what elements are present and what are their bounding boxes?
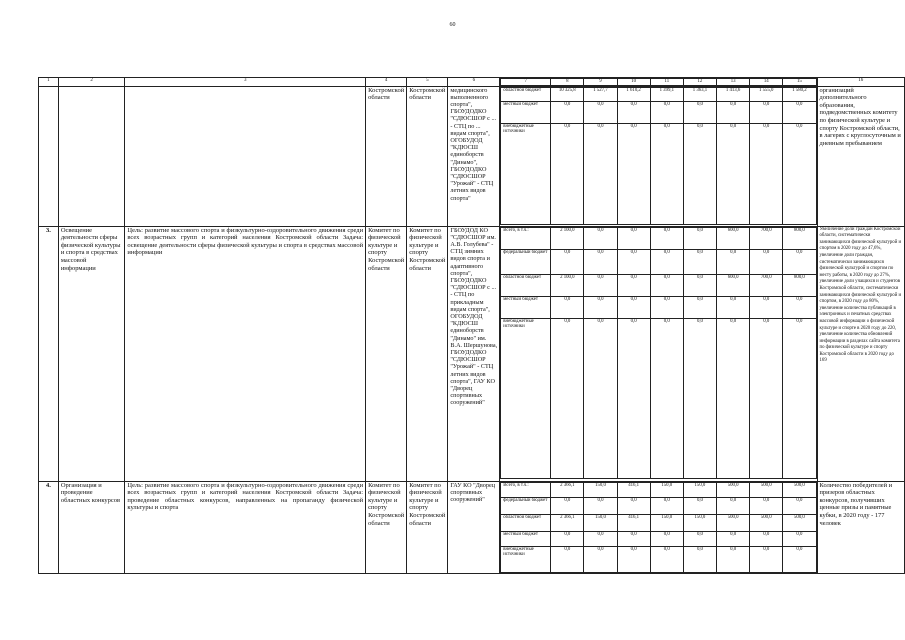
funding-value: 0,0 xyxy=(617,123,650,224)
header-cell: 11 xyxy=(650,79,683,86)
funding-row xyxy=(501,514,816,531)
header-cell: 9 xyxy=(584,79,617,86)
funding-value: 2 366,1 xyxy=(551,514,584,531)
funding-value: 500,0 xyxy=(750,514,783,531)
funding-value: 0,0 xyxy=(783,249,816,274)
funding-value: 1 555,0 xyxy=(750,87,783,101)
funding-value: 0,0 xyxy=(617,546,650,572)
funding-row xyxy=(501,318,816,478)
funding-value: 0,0 xyxy=(717,318,750,478)
funding-source: внебюджетные источники xyxy=(501,546,551,572)
funding-value: 0,0 xyxy=(650,123,683,224)
expected-result: Количество победителей и призеров областных конкурсов, получивших ценные призы и памятные кубки, в 2020 году - 177 человек xyxy=(817,481,904,573)
funding-row xyxy=(501,274,816,296)
funding-value: 150,0 xyxy=(683,514,716,531)
funding-row xyxy=(501,482,816,497)
funding-source: областной бюджет xyxy=(501,87,551,101)
funding-value: 0,0 xyxy=(783,531,816,546)
header-cell: 12 xyxy=(683,79,716,86)
table-row xyxy=(39,86,905,226)
page-number: 60 xyxy=(449,22,456,28)
funding-row xyxy=(501,123,816,224)
funding-cell xyxy=(500,86,817,226)
expected-result: Увеличение доли граждан Костромской области, систематически занимающихся физической культурой и спортом в 2020 году до 47,6%, увеличение доли граждан, систематически занимающихся физической культурой и спортом по месту работы, в 2020 году до 27%, увеличение доли учащихся и студентов Костромской области, систематически занимающихся физической культурой и спортом, в 2020 году до 80%, увеличение количества публикаций в электронных и печатных средствах массовой информации о физической культуре и спорте в 2020 году до 220, увеличение количества обновлений информации в разделах сайта комитета по физической культуре и спорту Костромской области в 2020 году до 169 xyxy=(817,226,904,481)
funding-value: 0,0 xyxy=(584,546,617,572)
funding-value: 0,0 xyxy=(650,249,683,274)
funding-value: 1 527,7 xyxy=(584,87,617,101)
funding-value: 0,0 xyxy=(617,318,650,478)
funding-value: 0,0 xyxy=(584,497,617,514)
funding-value: 0,0 xyxy=(650,274,683,296)
funding-value: 0,0 xyxy=(683,123,716,224)
funding-value: 0,0 xyxy=(783,296,816,318)
funding-value: 0,0 xyxy=(551,296,584,318)
funding-value: 0,0 xyxy=(617,296,650,318)
funding-value: 0,0 xyxy=(750,249,783,274)
funding-value: 0,0 xyxy=(650,531,683,546)
funding-value: 0,0 xyxy=(683,318,716,478)
funding-value: 1 580,2 xyxy=(783,87,816,101)
funding-row xyxy=(501,296,816,318)
funding-value: 0,0 xyxy=(750,296,783,318)
header-cell: 8 xyxy=(551,79,584,86)
funding-source: местный бюджет xyxy=(501,296,551,318)
goal-task: Цель: развитие массового спорта и физкультурно-оздоровительного движения среди всех возрастных групп и категорий населения Костромской области Задача: освещение деятельности сферы физической культуры и спорта в средствах массовой информации xyxy=(125,226,366,481)
funding-value: 0,0 xyxy=(717,497,750,514)
funding-value: 500,0 xyxy=(750,482,783,497)
funding-source: областной бюджет xyxy=(501,514,551,531)
funding-value: 0,0 xyxy=(783,318,816,478)
header-cell: 3 xyxy=(125,78,366,87)
funding-value: 0,0 xyxy=(584,274,617,296)
funding-value: 150,0 xyxy=(683,482,716,497)
funding-value: 0,0 xyxy=(683,101,716,123)
funding-value: 0,0 xyxy=(650,227,683,249)
funding-source: федеральный бюджет xyxy=(501,249,551,274)
funding-value: 0,0 xyxy=(683,546,716,572)
funding-value: 0,0 xyxy=(717,296,750,318)
header-cell-group xyxy=(500,78,817,87)
funding-source: внебюджетные источники xyxy=(501,123,551,224)
header-cell: 13 xyxy=(717,79,750,86)
funding-value: 0,0 xyxy=(783,497,816,514)
funding-value: 600,0 xyxy=(717,274,750,296)
coexecutor-cell: Комитет по физической культуре и спорту Костромской области xyxy=(407,226,448,481)
header-cell: 15 xyxy=(783,79,816,86)
funding-value: 0,0 xyxy=(683,296,716,318)
header-cell: 5 xyxy=(407,78,448,87)
funding-value: 0,0 xyxy=(683,249,716,274)
header-cell: 10 xyxy=(617,79,650,86)
funding-value: 0,0 xyxy=(750,123,783,224)
funding-value: 700,0 xyxy=(750,274,783,296)
coexecutor-cell: Костромской области xyxy=(407,86,448,226)
funding-value: 0,0 xyxy=(683,497,716,514)
header-cell: 1 xyxy=(39,78,59,87)
header-row xyxy=(39,78,905,87)
funding-value: 2 100,0 xyxy=(551,274,584,296)
funding-value: 0,0 xyxy=(750,318,783,478)
funding-value: 10 325,8 xyxy=(551,87,584,101)
funding-value: 0,0 xyxy=(717,531,750,546)
funding-source: Всего, в т.ч.: xyxy=(501,482,551,497)
funding-row xyxy=(501,87,816,101)
funding-value: 0,0 xyxy=(750,546,783,572)
funding-value: 0,0 xyxy=(551,531,584,546)
funding-value: 2 366,1 xyxy=(551,482,584,497)
funding-value: 0,0 xyxy=(584,123,617,224)
row-number: 4. xyxy=(39,481,59,573)
funding-value: 0,0 xyxy=(584,296,617,318)
funding-value: 0,0 xyxy=(617,497,650,514)
funding-value: 500,0 xyxy=(717,482,750,497)
funding-value: 0,0 xyxy=(650,296,683,318)
funding-value: 0,0 xyxy=(551,249,584,274)
funding-row xyxy=(501,531,816,546)
row-number: 3. xyxy=(39,226,59,481)
funding-value: 800,0 xyxy=(783,274,816,296)
funding-value: 1 363,1 xyxy=(683,87,716,101)
funding-value: 0,0 xyxy=(750,497,783,514)
header-cell: 7 xyxy=(501,79,551,86)
activity-name: Организация и проведение областных конкурсов xyxy=(58,481,125,573)
funding-value: 700,0 xyxy=(750,227,783,249)
funding-value: 0,0 xyxy=(551,123,584,224)
program-table xyxy=(38,77,905,574)
funding-value: 0,0 xyxy=(551,101,584,123)
expected-result: организаций дополнительного образования, подведомственных комитету по физической культуре и спорту Костромской области, в лагерях с круглосуточным и дневным пребыванием xyxy=(817,86,904,226)
funding-value: 150,0 xyxy=(584,514,617,531)
funding-value: 0,0 xyxy=(617,101,650,123)
funding-value: 0,0 xyxy=(617,249,650,274)
executor-cell: Костромской области xyxy=(366,86,407,226)
funding-value: 0,0 xyxy=(650,318,683,478)
funding-value: 0,0 xyxy=(584,318,617,478)
participants-cell: ГБОУДОД КО "СДЮСШОР им. А.В. Голубева" - СТЦ зимних видов спорта и адаптивного спорта", ГБОУДОДКО "СДЮСШОР с ... - СТЦ по прикладным видам спорта", ОГОБУДОД "КДЮСШ единоборств "Динамо" им. В.А. Шершунова, ГБОУДОДКО "СДЮСШОР "Урожай" - СТЦ летних видов спорта", ГАУ КО "Дворец спортивных сооружений" xyxy=(448,226,500,481)
table-row xyxy=(39,226,905,481)
funding-source: местный бюджет xyxy=(501,101,551,123)
header-cell: 2 xyxy=(58,78,125,87)
funding-value: 0,0 xyxy=(650,546,683,572)
executor-cell: Комитет по физической культуре и спорту Костромской области xyxy=(366,481,407,573)
coexecutor-cell: Комитет по физической культуре и спорту Костромской области xyxy=(407,481,448,573)
funding-value: 0,0 xyxy=(584,249,617,274)
funding-value: 416,1 xyxy=(617,482,650,497)
funding-value: 1 610,2 xyxy=(617,87,650,101)
funding-value: 0,0 xyxy=(717,101,750,123)
funding-value: 0,0 xyxy=(551,497,584,514)
funding-cell xyxy=(500,481,817,573)
funding-value: 0,0 xyxy=(650,497,683,514)
funding-value: 0,0 xyxy=(683,531,716,546)
header-cell: 6 xyxy=(448,78,500,87)
funding-value: 1 413,6 xyxy=(717,87,750,101)
funding-value: 0,0 xyxy=(750,531,783,546)
funding-source: внебюджетные источники xyxy=(501,318,551,478)
goal-task: Цель: развитие массового спорта и физкультурно-оздоровительного движения среди всех возрастных групп и категорий населения Костромской области Задача: проведение областных конкурсов, направленных на пропаганду физической культуры и спорта xyxy=(125,481,366,573)
funding-value: 0,0 xyxy=(683,227,716,249)
funding-value: 416,1 xyxy=(617,514,650,531)
funding-row xyxy=(501,249,816,274)
funding-value: 150,0 xyxy=(650,514,683,531)
funding-value: 0,0 xyxy=(584,531,617,546)
funding-value: 0,0 xyxy=(717,546,750,572)
funding-value: 500,0 xyxy=(717,514,750,531)
funding-source: Всего, в т.ч.: xyxy=(501,227,551,249)
header-cell: 16 xyxy=(817,78,904,87)
funding-row xyxy=(501,546,816,572)
participants-cell: медицинского выполненного спорта", ГБОУДОДКО "СДЮСШОР с ... - СТЦ по ... видам спорта", ОГОБУДОД "КДЮСШ единоборств "Динамо", ГБОУДОДКО "СДЮСШОР "Урожай" - СТЦ летних видов спорта" xyxy=(448,86,500,226)
funding-value: 0,0 xyxy=(551,546,584,572)
funding-source: федеральный бюджет xyxy=(501,497,551,514)
funding-value: 800,0 xyxy=(783,227,816,249)
funding-value: 0,0 xyxy=(650,101,683,123)
funding-value: 150,0 xyxy=(584,482,617,497)
funding-row xyxy=(501,101,816,123)
funding-row xyxy=(501,227,816,249)
funding-value: 0,0 xyxy=(617,531,650,546)
executor-cell: Комитет по физической культуре и спорту Костромской области xyxy=(366,226,407,481)
participants-cell: ГАУ КО "Дворец спортивных сооружений" xyxy=(448,481,500,573)
funding-value: 2 100,0 xyxy=(551,227,584,249)
header-cell: 4 xyxy=(366,78,407,87)
funding-source: областной бюджет xyxy=(501,274,551,296)
table-row xyxy=(39,481,905,573)
funding-value: 0,0 xyxy=(584,227,617,249)
funding-value: 150,0 xyxy=(650,482,683,497)
funding-value: 0,0 xyxy=(683,274,716,296)
funding-value: 0,0 xyxy=(750,101,783,123)
activity-name: Освещение деятельности сферы физической культуры и спорта в средствах массовой информации xyxy=(58,226,125,481)
funding-value: 0,0 xyxy=(717,123,750,224)
funding-value: 500,0 xyxy=(783,514,816,531)
header-cell: 14 xyxy=(750,79,783,86)
funding-value: 600,0 xyxy=(717,227,750,249)
funding-value: 0,0 xyxy=(617,274,650,296)
funding-value: 0,0 xyxy=(617,227,650,249)
funding-value: 0,0 xyxy=(551,318,584,478)
funding-value: 0,0 xyxy=(783,101,816,123)
funding-value: 500,0 xyxy=(783,482,816,497)
funding-value: 0,0 xyxy=(584,101,617,123)
funding-value: 0,0 xyxy=(717,249,750,274)
funding-value: 0,0 xyxy=(783,123,816,224)
funding-value: 1 399,1 xyxy=(650,87,683,101)
funding-value: 0,0 xyxy=(783,546,816,572)
funding-row xyxy=(501,497,816,514)
funding-cell xyxy=(500,226,817,481)
funding-source: местный бюджет xyxy=(501,531,551,546)
